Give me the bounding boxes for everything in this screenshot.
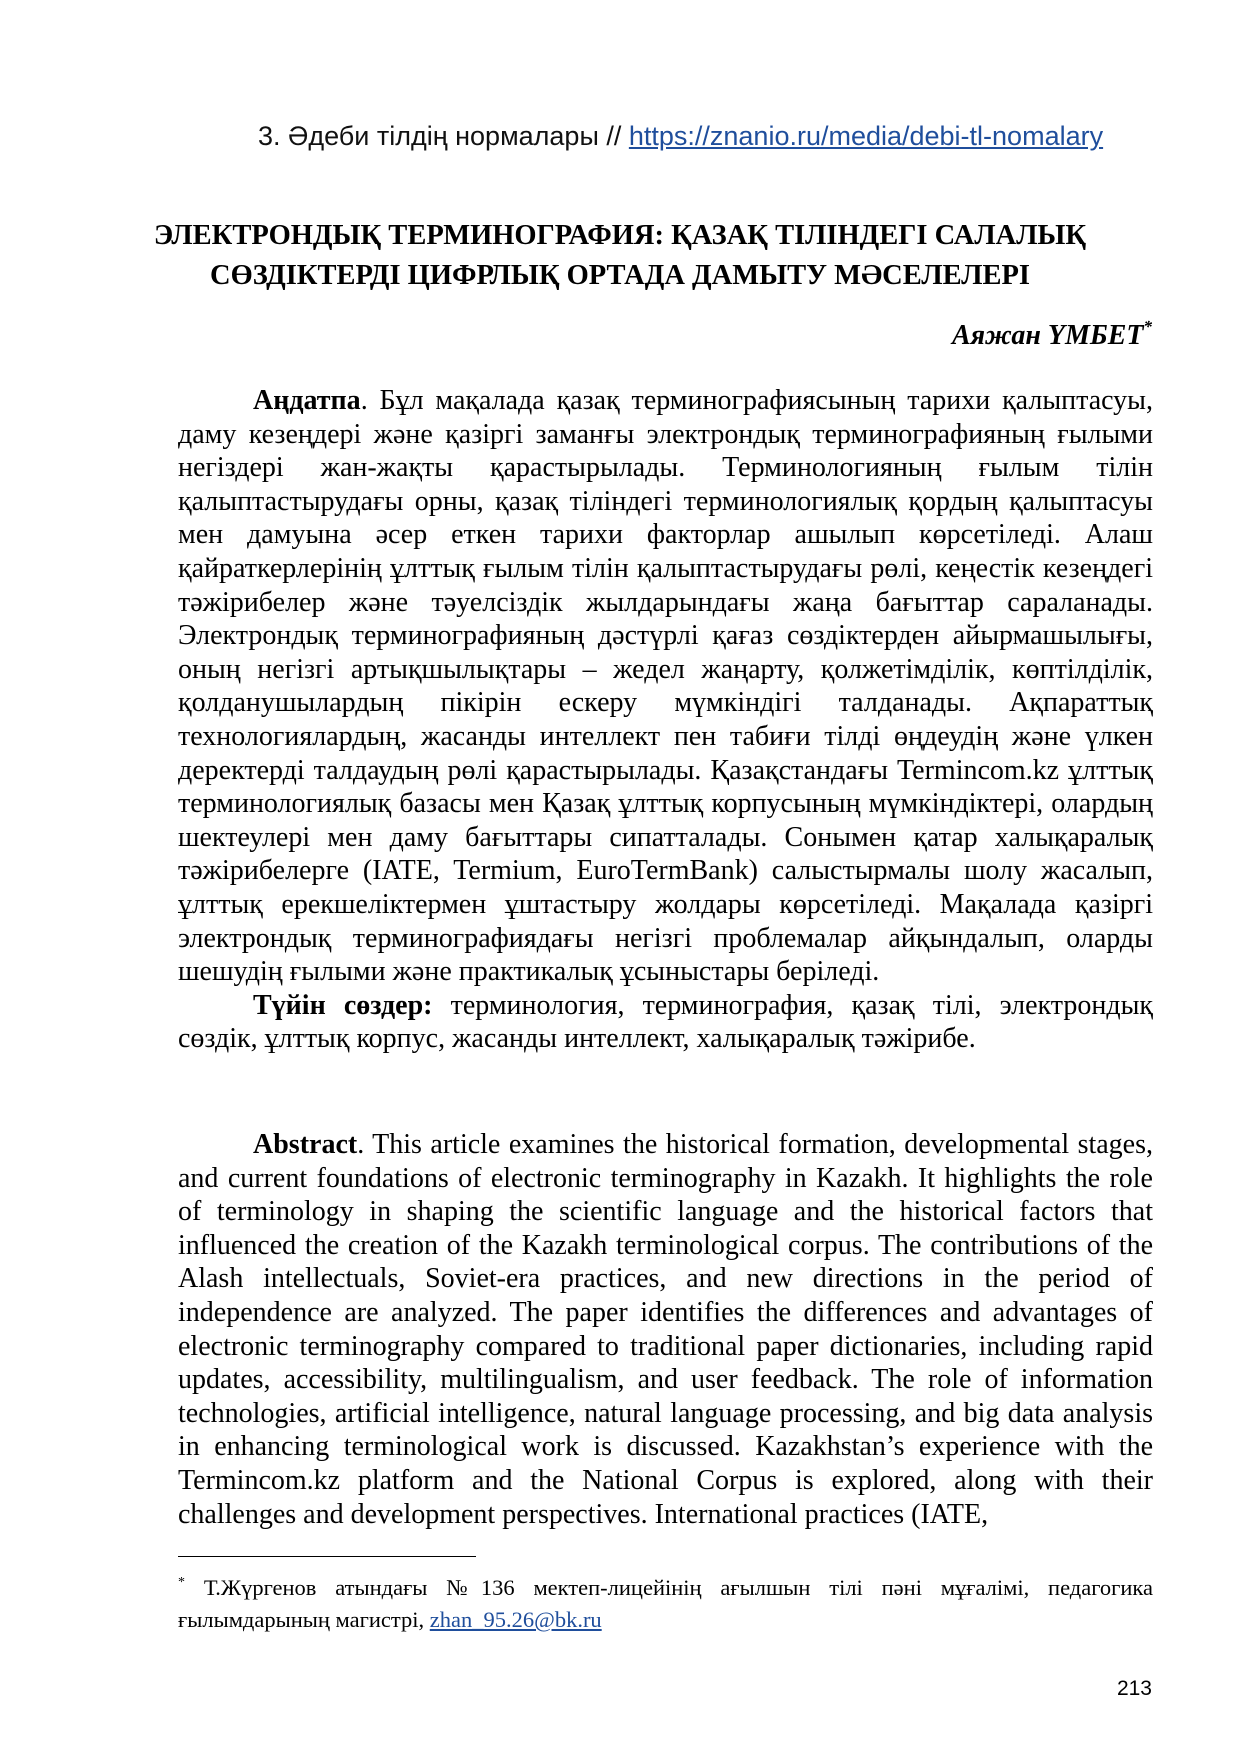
abstract-kz-label: Аңдатпа bbox=[253, 385, 361, 416]
footnote bbox=[178, 1572, 1153, 1636]
author-footnote-mark: * bbox=[1143, 317, 1152, 336]
abstract-en-text: . This article examines the historical formation, developmental stages, and current foundations of electronic terminography in Kazakh. It highlights the role of terminology in shaping the scientific language and the historical factors that influenced the creation of the Kazakh terminological corpus. The contributions of the Alash intellectuals, Soviet-era practices, and new directions in the period of independence are analyzed. The paper identifies the differences and advantages of electronic terminography compared to traditional paper dictionaries, including rapid updates, accessibility, multilingualism, and user feedback. The role of information technologies, artificial intelligence, natural language processing, and big data analysis in enhancing terminological work is discussed. Kazakhstan’s experience with the Termincom.kz platform and the National Corpus is explored, along with their challenges and development perspectives. International practices (IATE, bbox=[178, 1129, 1153, 1530]
keywords-kz bbox=[178, 989, 1153, 1056]
footnote-separator bbox=[178, 1556, 476, 1557]
footnote-text: Т.Жүргенов атындағы №136 мектеп-лицейінің ағылшын тілі пәні мұғалімі, педагогика ғылымдарының магистрі, bbox=[178, 1575, 1153, 1632]
title-line-1: ЭЛЕКТРОНДЫҚ ТЕРМИНОГРАФИЯ: ҚАЗАҚ ТІЛІНДЕГІ САЛАЛЫҚ bbox=[153, 220, 1087, 251]
abstract-en bbox=[178, 1128, 1153, 1531]
title-line-2: СӨЗДІКТЕРДІ ЦИФРЛЫҚ ОРТАДА ДАМЫТУ МӘСЕЛЕЛЕРІ bbox=[210, 260, 1030, 291]
abstract-kz-block bbox=[178, 384, 1153, 1056]
abstract-kz-text: . Бұл мақалада қазақ терминографиясының тарихи қалыптасуы, даму кезеңдері және қазіргі заманғы электрондық терминографияның ғылыми негіздері жан-жақты қарастырылады. Терминологияның ғылым тілін қалыптастырудағы орны, қазақ тіліндегі терминологиялық қордың қалыптасуы мен дамуына әсер еткен тарихи факторлар ашылып көрсетіледі. Алаш қайраткерлерінің ұлттық ғылым тілін қалыптастырудағы рөлі, кеңестік кезеңдегі тәжірибелер және тәуелсіздік жылдарындағы жаңа бағыттар сараланады. Электрондық терминографияның дәстүрлі қағаз сөздіктерден айырмашылығы, оның негізгі артықшылықтары – жедел жаңарту, қолжетімділік, көптілділік, қолданушылардың пікірін ескеру мүмкіндігі талданады. Ақпараттық технологиялардың, жасанды интеллект пен табиғи тілді өңдеудің және үлкен деректерді талдаудың рөлі қарастырылады. Қазақстандағы Termincom.kz ұлттық терминологиялық базасы мен Қазақ ұлттық корпусының мүмкіндіктері, олардың шектеулері мен даму бағыттары сипатталады. Сонымен қатар халықаралық тәжірибелерге (IATE, Termium, EuroTermBank) салыстырмалы шолу жасалып, ұлттық ерекшеліктермен ұштастыру жолдары көрсетіледі. Мақалада қазіргі электрондық терминографиядағы негізгі проблемалар айқындалып, оларды шешудің ғылыми және практикалық ұсыныстары беріледі. bbox=[178, 385, 1153, 988]
page-number: 213 bbox=[1116, 1677, 1152, 1700]
abstract-kz bbox=[178, 384, 1153, 989]
abstract-en-label: Abstract bbox=[253, 1129, 358, 1160]
reference-link[interactable]: https://znanio.ru/media/debi-tl-nomalary bbox=[628, 121, 1104, 151]
keywords-kz-label: Түйін сөздер: bbox=[253, 989, 433, 1021]
author-name bbox=[952, 318, 1152, 354]
reference-text: 3. Әдеби тілдің нормалары // bbox=[258, 121, 629, 151]
footnote-mark: * bbox=[178, 1575, 185, 1590]
keywords-kz-text: терминология, терминография, қазақ тілі, электрондық сөздік, ұлттық корпус, жасанды интеллект, халықаралық тәжірибе. bbox=[178, 989, 1153, 1055]
reference-item bbox=[258, 118, 1103, 154]
article-title bbox=[150, 216, 1090, 296]
footnote-email-link[interactable]: zhan_95.26@bk.ru bbox=[429, 1607, 602, 1632]
author-name-text: Аяжан ҮМБЕТ bbox=[951, 320, 1144, 351]
abstract-en-block bbox=[178, 1128, 1153, 1531]
